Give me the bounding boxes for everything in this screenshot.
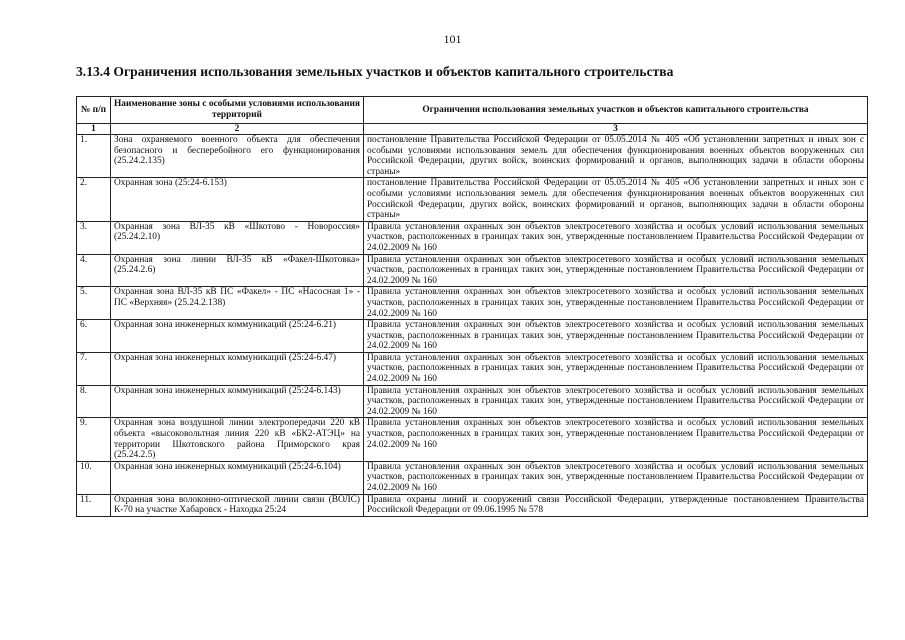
- row-number: 6.: [77, 320, 111, 353]
- zone-restriction: Правила установления охранных зон объектов электросетевого хозяйства и особых условий использования земельных участков, расположенных в границах таких зон, утвержденные постановлением Правительства Российской Федерации от 24.02.2009 № 160: [364, 385, 868, 418]
- row-number: 1.: [77, 135, 111, 178]
- zone-restriction: постановление Правительства Российской Федерации от 05.05.2014 № 405 «Об установлении запретных и иных зон с особыми условиями использования земель для обеспечения функционирования военных объектов вооруженных сил Российской Федерации, других войск, воинских формирований и органов, выполняющих задачи в области обороны страны»: [364, 178, 868, 221]
- row-number: 4.: [77, 254, 111, 287]
- zone-name: Охранная зона инженерных коммуникаций (25:24-6.47): [111, 352, 364, 385]
- zone-restriction: Правила установления охранных зон объектов электросетевого хозяйства и особых условий использования земельных участков, расположенных в границах таких зон, утвержденные постановлением Правительства Российской Федерации от 24.02.2009 № 160: [364, 254, 868, 287]
- section-title: 3.13.4 Ограничения использования земельных участков и объектов капитального строительства: [76, 64, 674, 79]
- table-row: [77, 352, 868, 385]
- column-number: 3: [364, 124, 868, 135]
- zone-restriction: Правила охраны линий и сооружений связи Российской Федерации, утвержденные постановлением Правительства Российской Федерации от 09.06.1995 № 578: [364, 494, 868, 516]
- restrictions-table: [76, 96, 868, 517]
- page-number: 101: [443, 32, 462, 46]
- zone-restriction: Правила установления охранных зон объектов электросетевого хозяйства и особых условий использования земельных участков, расположенных в границах таких зон, утвержденные постановлением Правительства Российской Федерации от 24.02.2009 № 160: [364, 221, 868, 254]
- table-row: [77, 135, 868, 178]
- column-number-row: [77, 124, 868, 135]
- table-row: [77, 494, 868, 516]
- table-row: [77, 418, 868, 461]
- zone-restriction: Правила установления охранных зон объектов электросетевого хозяйства и особых условий использования земельных участков, расположенных в границах таких зон, утвержденные постановлением Правительства Российской Федерации от 24.02.2009 № 160: [364, 320, 868, 353]
- header-zone: Наименование зоны с особыми условиями использования территорий: [111, 97, 364, 124]
- zone-name: Охранная зона инженерных коммуникаций (25:24-6.21): [111, 320, 364, 353]
- table-row: [77, 221, 868, 254]
- zone-name: Охранная зона воздушной линии электропередачи 220 кВ объекта «высоковольтная линия 220 кВ «БК2-АТЭЦ» на территории Шкотовского района Приморского края (25.24.2.5): [111, 418, 364, 461]
- zone-restriction: Правила установления охранных зон объектов электросетевого хозяйства и особых условий использования земельных участков, расположенных в границах таких зон, утвержденные постановлением Правительства Российской Федерации от 24.02.2009 № 160: [364, 461, 868, 494]
- column-number: 1: [77, 124, 111, 135]
- header-restrictions: Ограничения использования земельных участков и объектов капитального строительства: [364, 97, 868, 124]
- zone-name: Охранная зона линии ВЛ-35 кВ «Факел-Шкотовка» (25.24.2.6): [111, 254, 364, 287]
- zone-name: Охранная зона ВЛ-35 кВ ПС «Факел» - ПС «Насосная 1» - ПС «Верхняя» (25.24.2.138): [111, 287, 364, 320]
- zone-name: Охранная зона (25:24-6.153): [111, 178, 364, 221]
- table-row: [77, 178, 868, 221]
- column-number: 2: [111, 124, 364, 135]
- table-header-row: [77, 97, 868, 124]
- zone-restriction: Правила установления охранных зон объектов электросетевого хозяйства и особых условий использования земельных участков, расположенных в границах таких зон, утвержденные постановлением Правительства Российской Федерации от 24.02.2009 № 160: [364, 287, 868, 320]
- zone-restriction: постановление Правительства Российской Федерации от 05.05.2014 № 405 «Об установлении запретных и иных зон с особыми условиями использования земель для обеспечения функционирования военных объектов вооруженных сил Российской Федерации, других войск, воинских формирований и органов, выполняющих задачи в области обороны страны»: [364, 135, 868, 178]
- row-number: 8.: [77, 385, 111, 418]
- row-number: 7.: [77, 352, 111, 385]
- table-row: [77, 385, 868, 418]
- table-row: [77, 254, 868, 287]
- row-number: 2.: [77, 178, 111, 221]
- zone-name: Охранная зона ВЛ-35 кВ «Шкотово - Новороссия» (25.24.2.10): [111, 221, 364, 254]
- row-number: 11.: [77, 494, 111, 516]
- header-num: № п/п: [77, 97, 111, 124]
- zone-name: Охранная зона инженерных коммуникаций (25:24-6.143): [111, 385, 364, 418]
- zone-name: Охранная зона инженерных коммуникаций (25:24-6.104): [111, 461, 364, 494]
- row-number: 5.: [77, 287, 111, 320]
- zone-name: Зона охраняемого военного объекта для обеспечения безопасного и бесперебойного его функционирования (25.24.2.135): [111, 135, 364, 178]
- zone-restriction: Правила установления охранных зон объектов электросетевого хозяйства и особых условий использования земельных участков, расположенных в границах таких зон, утвержденные постановлением Правительства Российской Федерации от 24.02.2009 № 160: [364, 418, 868, 461]
- table-row: [77, 287, 868, 320]
- row-number: 3.: [77, 221, 111, 254]
- zone-name: Охранная зона волоконно-оптической линии связи (ВОЛС) К-70 на участке Хабаровск - Находка 25:24: [111, 494, 364, 516]
- table-row: [77, 320, 868, 353]
- row-number: 9.: [77, 418, 111, 461]
- table-row: [77, 461, 868, 494]
- zone-restriction: Правила установления охранных зон объектов электросетевого хозяйства и особых условий использования земельных участков, расположенных в границах таких зон, утвержденные постановлением Правительства Российской Федерации от 24.02.2009 № 160: [364, 352, 868, 385]
- row-number: 10.: [77, 461, 111, 494]
